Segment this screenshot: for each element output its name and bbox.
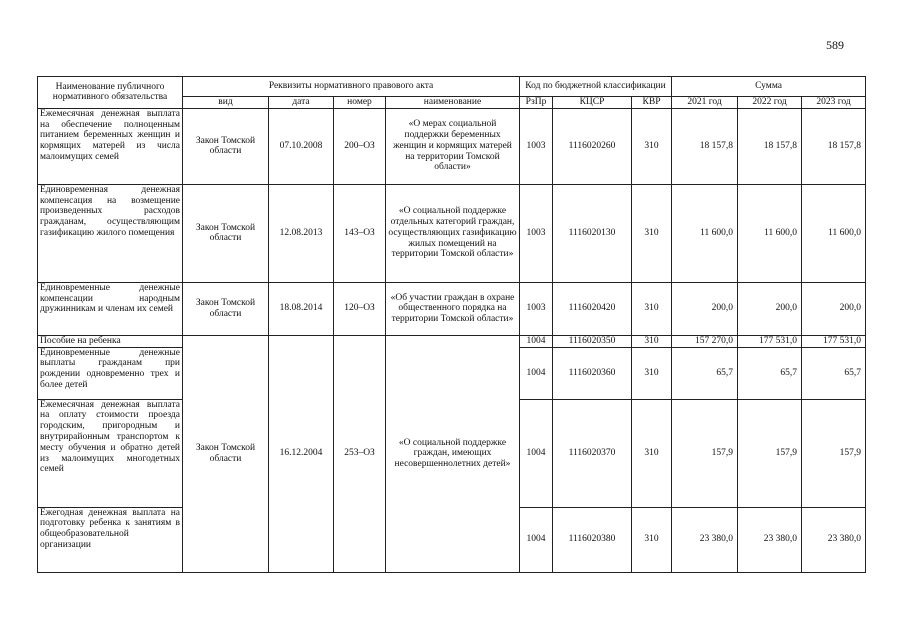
obligation-name: Единовременные денежные компенсации народным дружинникам и членам их семей — [38, 282, 183, 335]
sum-2021: 200,0 — [672, 282, 738, 335]
sum-2021: 157,9 — [672, 399, 738, 507]
header-obligation: Наименование публичного нормативного обязательства — [38, 77, 183, 109]
sum-2023: 200,0 — [802, 282, 866, 335]
act-number: 253–ОЗ — [334, 335, 386, 572]
kvr-code: 310 — [632, 282, 672, 335]
header-sum: Сумма — [672, 77, 866, 97]
header-rzpr: РзПр — [520, 97, 553, 109]
header-date: дата — [269, 97, 334, 109]
sum-2021: 11 600,0 — [672, 184, 738, 282]
obligation-name: Ежегодная денежная выплата на подготовку ребенка к занятиям в общеобразовательной организации — [38, 507, 183, 572]
header-act-details: Реквизиты нормативного правового акта — [183, 77, 520, 97]
sum-2023: 11 600,0 — [802, 184, 866, 282]
kcsr-code: 1116020130 — [553, 184, 632, 282]
sum-2022: 177 531,0 — [738, 335, 802, 347]
header-budget-code: Код по бюджетной классификации — [520, 77, 672, 97]
act-number: 120–ОЗ — [334, 282, 386, 335]
table-row — [38, 108, 866, 184]
sum-2021: 157 270,0 — [672, 335, 738, 347]
obligation-name: Единовременные денежные выплаты гражданам при рождении одновременно трех и более детей — [38, 347, 183, 399]
header-year-2023: 2023 год — [802, 97, 866, 109]
sum-2022: 157,9 — [738, 399, 802, 507]
act-date: 18.08.2014 — [269, 282, 334, 335]
rzpr-code: 1003 — [520, 184, 553, 282]
header-row — [38, 77, 866, 97]
sum-2022: 200,0 — [738, 282, 802, 335]
rzpr-code: 1004 — [520, 335, 553, 347]
header-kvr: КВР — [632, 97, 672, 109]
act-type: Закон Томской области — [183, 108, 269, 184]
kvr-code: 310 — [632, 184, 672, 282]
sum-2021: 18 157,8 — [672, 108, 738, 184]
kvr-code: 310 — [632, 347, 672, 399]
kcsr-code: 1116020360 — [553, 347, 632, 399]
act-type: Закон Томской области — [183, 335, 269, 572]
kcsr-code: 1116020380 — [553, 507, 632, 572]
rzpr-code: 1003 — [520, 108, 553, 184]
header-kcsr: КЦСР — [553, 97, 632, 109]
table-row — [38, 282, 866, 335]
rzpr-code: 1004 — [520, 507, 553, 572]
act-type: Закон Томской области — [183, 184, 269, 282]
act-number: 200–ОЗ — [334, 108, 386, 184]
kcsr-code: 1116020350 — [553, 335, 632, 347]
kcsr-code: 1116020420 — [553, 282, 632, 335]
sum-2021: 65,7 — [672, 347, 738, 399]
kvr-code: 310 — [632, 108, 672, 184]
sum-2022: 18 157,8 — [738, 108, 802, 184]
rzpr-code: 1003 — [520, 282, 553, 335]
header-year-2022: 2022 год — [738, 97, 802, 109]
act-title: «О социальной поддержке отдельных категорий граждан, осуществляющих газификацию жилых помещений на территории Томской области» — [386, 184, 520, 282]
kvr-code: 310 — [632, 399, 672, 507]
header-act-name: наименование — [386, 97, 520, 109]
sum-2023: 23 380,0 — [802, 507, 866, 572]
act-date: 07.10.2008 — [269, 108, 334, 184]
act-title: «О социальной поддержке граждан, имеющих несовершеннолетних детей» — [386, 335, 520, 572]
act-title: «Об участии граждан в охране общественного порядка на территории Томской области» — [386, 282, 520, 335]
sum-2022: 23 380,0 — [738, 507, 802, 572]
sum-2023: 177 531,0 — [802, 335, 866, 347]
act-date: 12.08.2013 — [269, 184, 334, 282]
obligation-name: Единовременная денежная компенсация на возмещение произведенных расходов гражданам, осуществляющим газификацию жилого помещения — [38, 184, 183, 282]
page-number: 589 — [826, 38, 844, 52]
table-row — [38, 184, 866, 282]
sum-2023: 18 157,8 — [802, 108, 866, 184]
kvr-code: 310 — [632, 507, 672, 572]
table-row — [38, 335, 866, 347]
sum-2023: 157,9 — [802, 399, 866, 507]
obligation-name: Пособие на ребенка — [38, 335, 183, 347]
obligation-name: Ежемесячная денежная выплата на оплату стоимости проезда городским, пригородным и внутрирайонным транспортом к месту обучения и обратно детей из малоимущих многодетных семей — [38, 399, 183, 507]
kcsr-code: 1116020260 — [553, 108, 632, 184]
act-date: 16.12.2004 — [269, 335, 334, 572]
act-title: «О мерах социальной поддержки беременных женщин и кормящих матерей на территории Томской области» — [386, 108, 520, 184]
kvr-code: 310 — [632, 335, 672, 347]
header-vid: вид — [183, 97, 269, 109]
rzpr-code: 1004 — [520, 399, 553, 507]
header-number: номер — [334, 97, 386, 109]
header-year-2021: 2021 год — [672, 97, 738, 109]
kcsr-code: 1116020370 — [553, 399, 632, 507]
act-type: Закон Томской области — [183, 282, 269, 335]
sum-2022: 65,7 — [738, 347, 802, 399]
sum-2022: 11 600,0 — [738, 184, 802, 282]
sum-2021: 23 380,0 — [672, 507, 738, 572]
budget-obligations-table — [37, 76, 866, 573]
act-number: 143–ОЗ — [334, 184, 386, 282]
rzpr-code: 1004 — [520, 347, 553, 399]
sum-2023: 65,7 — [802, 347, 866, 399]
obligation-name: Ежемесячная денежная выплата на обеспечение полноценным питанием беременных женщин и кормящих матерей из числа малоимущих семей — [38, 108, 183, 184]
